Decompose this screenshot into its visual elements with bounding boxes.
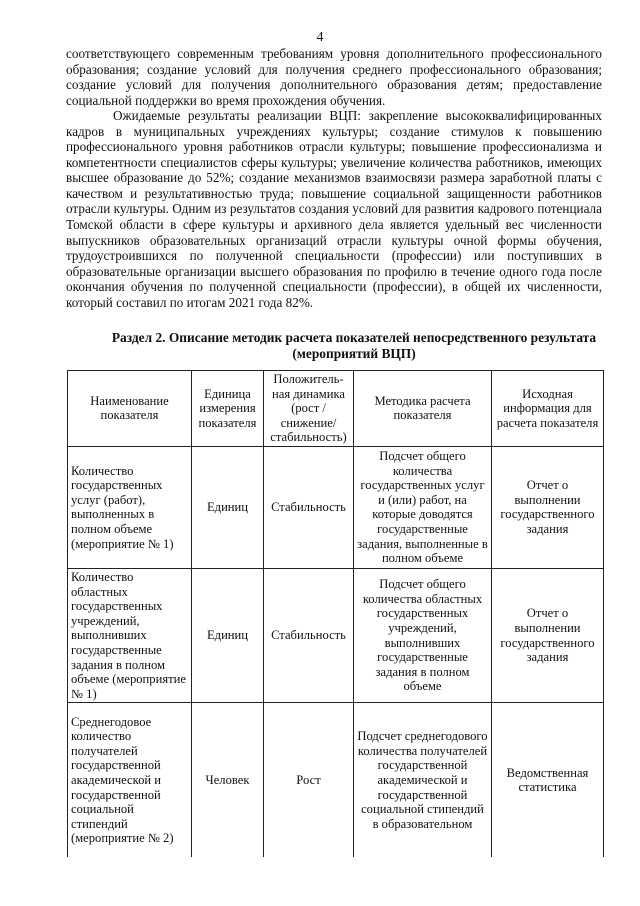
- table-cell: Единиц: [192, 446, 264, 568]
- header-cell: Единица измерения показателя: [192, 371, 264, 447]
- table-cell: Ведомственная статистика: [492, 703, 604, 858]
- table-cell: Стабильность: [264, 446, 354, 568]
- table-cell: Подсчет общего количества областных государственных учреждений, выполнивших государственные задания в полном объеме: [354, 568, 492, 702]
- table-cell: Стабильность: [264, 568, 354, 702]
- header-cell: Исходная информация для расчета показателя: [492, 371, 604, 447]
- paragraph: Ожидаемые результаты реализации ВЦП: закрепление высококвалифицированных кадров в муниципальных учреждениях культуры; создание стимулов к повышению профессионального уровня работников отрасли культуры; повышение профессионализма и компетентности специалистов сферы культуры; увеличение количества работников, имеющих высшее образование до 52%; создание механизмов взаимосвязи размера заработной платы с качеством и результативностью труда; повышение социальной защищенности работников отрасли культуры. Одним из результатов создания условий для развития кадрового потенциала Томской области в сфере культуры и архивного дела является удельный вес численности выпускников образовательных организаций отрасли культуры очной формы обучения, трудоустроившихся по полученной специальности (профессии) или поступивших в образовательные организации высшего образования по профилю в течение одного года после окончания обучения по полученной специальности (профессии), в общей их численности, который составил по итогам 2021 года 82%.: [66, 108, 602, 310]
- table-cell: Подсчет среднегодового количества получателей государственной академической и государственной социальной стипендий в образовательном: [354, 703, 492, 858]
- table-header-row: [68, 371, 604, 447]
- table-row: [68, 568, 604, 702]
- table-row: [68, 446, 604, 568]
- table-cell: Единиц: [192, 568, 264, 702]
- table-cell: Отчет о выполнении государственного задания: [492, 446, 604, 568]
- table-row: [68, 703, 604, 858]
- table-cell: Рост: [264, 703, 354, 858]
- table-cell: Количество государственных услуг (работ), выполненных в полном объеме (мероприятие № 1): [68, 446, 192, 568]
- table-cell: Человек: [192, 703, 264, 858]
- paragraph: соответствующего современным требованиям уровня дополнительного профессионального образования; создание условий для получения среднего профессионального образования; создание условий для получения дополнительного образования детям; предоставление социальной поддержки во время прохождения обучения.: [66, 46, 602, 108]
- indicators-table: [67, 370, 604, 857]
- table-cell: Отчет о выполнении государственного задания: [492, 568, 604, 702]
- header-cell: Положитель-ная динамика (рост / снижение/ стабильность): [264, 371, 354, 447]
- page-number: 4: [316, 30, 324, 45]
- table-cell: Подсчет общего количества государственных услуг и (или) работ, на которые доводятся государственные задания, выполненные в полном объеме: [354, 446, 492, 568]
- header-cell: Наименование показателя: [68, 371, 192, 447]
- table-cell: Количество областных государственных учреждений, выполнивших государственные задания в полном объеме (мероприятие № 1): [68, 568, 192, 702]
- section-heading: Раздел 2. Описание методик расчета показателей непосредственного результата (мероприятий ВЦП): [111, 330, 597, 361]
- body-text: [66, 46, 602, 310]
- table-cell: Среднегодовое количество получателей государственной академической и государственной социальной стипендий (мероприятие № 2): [68, 703, 192, 858]
- header-cell: Методика расчета показателя: [354, 371, 492, 447]
